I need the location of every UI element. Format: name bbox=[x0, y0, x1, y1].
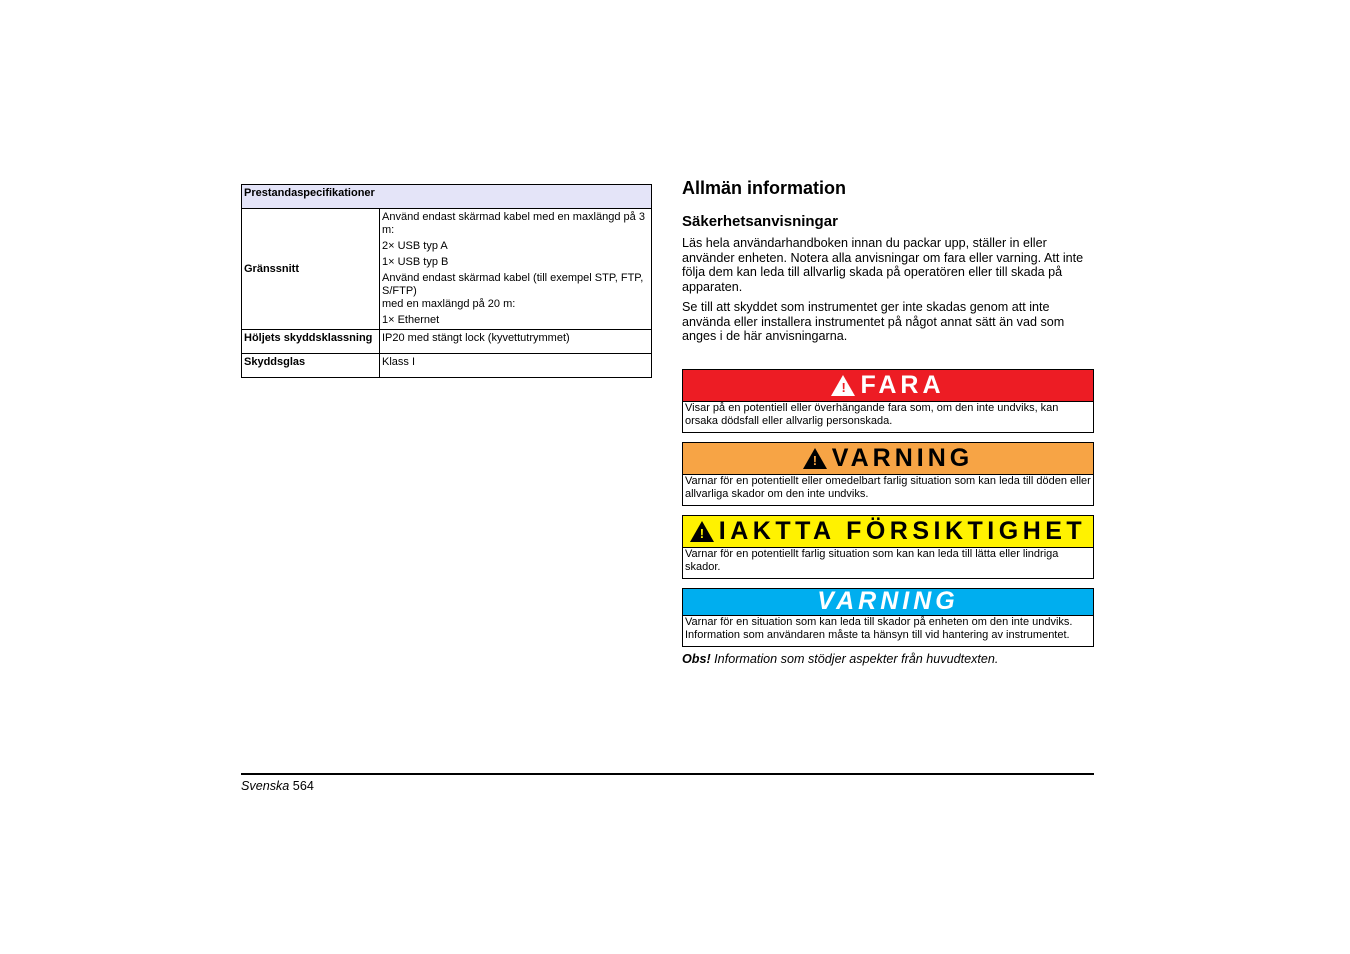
notice-title: IAKTTA FÖRSIKTIGHET bbox=[718, 516, 1087, 545]
warning-notice bbox=[682, 442, 1094, 506]
obs-label: Obs! bbox=[682, 651, 711, 666]
table-header: Prestandaspecifikationer bbox=[242, 185, 652, 209]
row-value: IP20 med stängt lock (kyvettutrymmet) bbox=[380, 330, 652, 354]
notice-text: Varnar för en situation som kan leda till skador på enheten om den inte undviks. Information som användaren måste ta hänsyn till vid hantering av instrumentet. bbox=[685, 615, 1073, 641]
value-line: 1× Ethernet bbox=[382, 314, 440, 326]
row-label: Gränssnitt bbox=[242, 209, 380, 330]
general-information-section bbox=[682, 178, 1094, 666]
row-label: Höljets skyddsklassning bbox=[242, 330, 380, 354]
paragraph: Läs hela användarhandboken innan du packar upp, ställer in eller använder enheten. Notera alla anvisningar om fara eller varning. Att inte följa dem kan leda till allvarlig skada på operatören eller till skada på apparaten. bbox=[682, 236, 1084, 294]
notice-title: VARNING bbox=[831, 443, 974, 472]
notice-text: Varnar för en potentiellt eller omedelbart farlig situation som kan leda till döden eller allvarliga skador om den inte undviks. bbox=[685, 474, 1091, 500]
value-line: 1× USB typ B bbox=[382, 256, 449, 268]
danger-notice bbox=[682, 369, 1094, 433]
page-footer bbox=[241, 773, 1094, 793]
notice-title: VARNING bbox=[817, 587, 959, 615]
obs-text: Information som stödjer aspekter från huvudtexten. bbox=[710, 651, 999, 666]
page-number: 564 bbox=[289, 779, 314, 793]
table-row bbox=[242, 330, 652, 354]
table-row bbox=[242, 209, 652, 330]
warning-triangle-icon: ! bbox=[690, 521, 714, 542]
caution-notice bbox=[682, 515, 1094, 579]
row-value: Klass I bbox=[380, 354, 652, 378]
section-title: Allmän information bbox=[682, 178, 847, 198]
paragraph: Se till att skyddet som instrumentet ger inte skadas genom att inte använda eller installera instrumentet på något annat sätt än vad som anges i de här anvisningarna. bbox=[682, 300, 1065, 343]
notice-text: Visar på en potentiell eller överhängande fara som, om den inte undviks, kan orsaka dödsfall eller allvarlig personskada. bbox=[685, 401, 1059, 427]
table-row bbox=[242, 354, 652, 378]
warning-triangle-icon: ! bbox=[831, 375, 855, 396]
value-line: Använd endast skärmad kabel med en maxlängd på 3 m: bbox=[382, 211, 645, 236]
value-line: Använd endast skärmad kabel (till exempel STP, FTP, S/FTP) bbox=[382, 272, 644, 297]
value-line: 2× USB typ A bbox=[382, 240, 448, 252]
obs-note bbox=[682, 652, 1094, 666]
value-line: med en maxlängd på 20 m: bbox=[382, 298, 516, 310]
footer-language: Svenska bbox=[241, 779, 290, 793]
notice-box bbox=[682, 588, 1094, 647]
notice-text: Varnar för en potentiellt farlig situation som kan kan leda till lätta eller lindriga skador. bbox=[685, 547, 1059, 573]
row-label: Skyddsglas bbox=[242, 354, 380, 378]
section-subtitle: Säkerhetsanvisningar bbox=[682, 213, 838, 230]
row-value bbox=[380, 209, 652, 330]
notice-title: FARA bbox=[860, 370, 945, 399]
spec-table bbox=[241, 184, 652, 378]
warning-triangle-icon: ! bbox=[803, 448, 827, 469]
